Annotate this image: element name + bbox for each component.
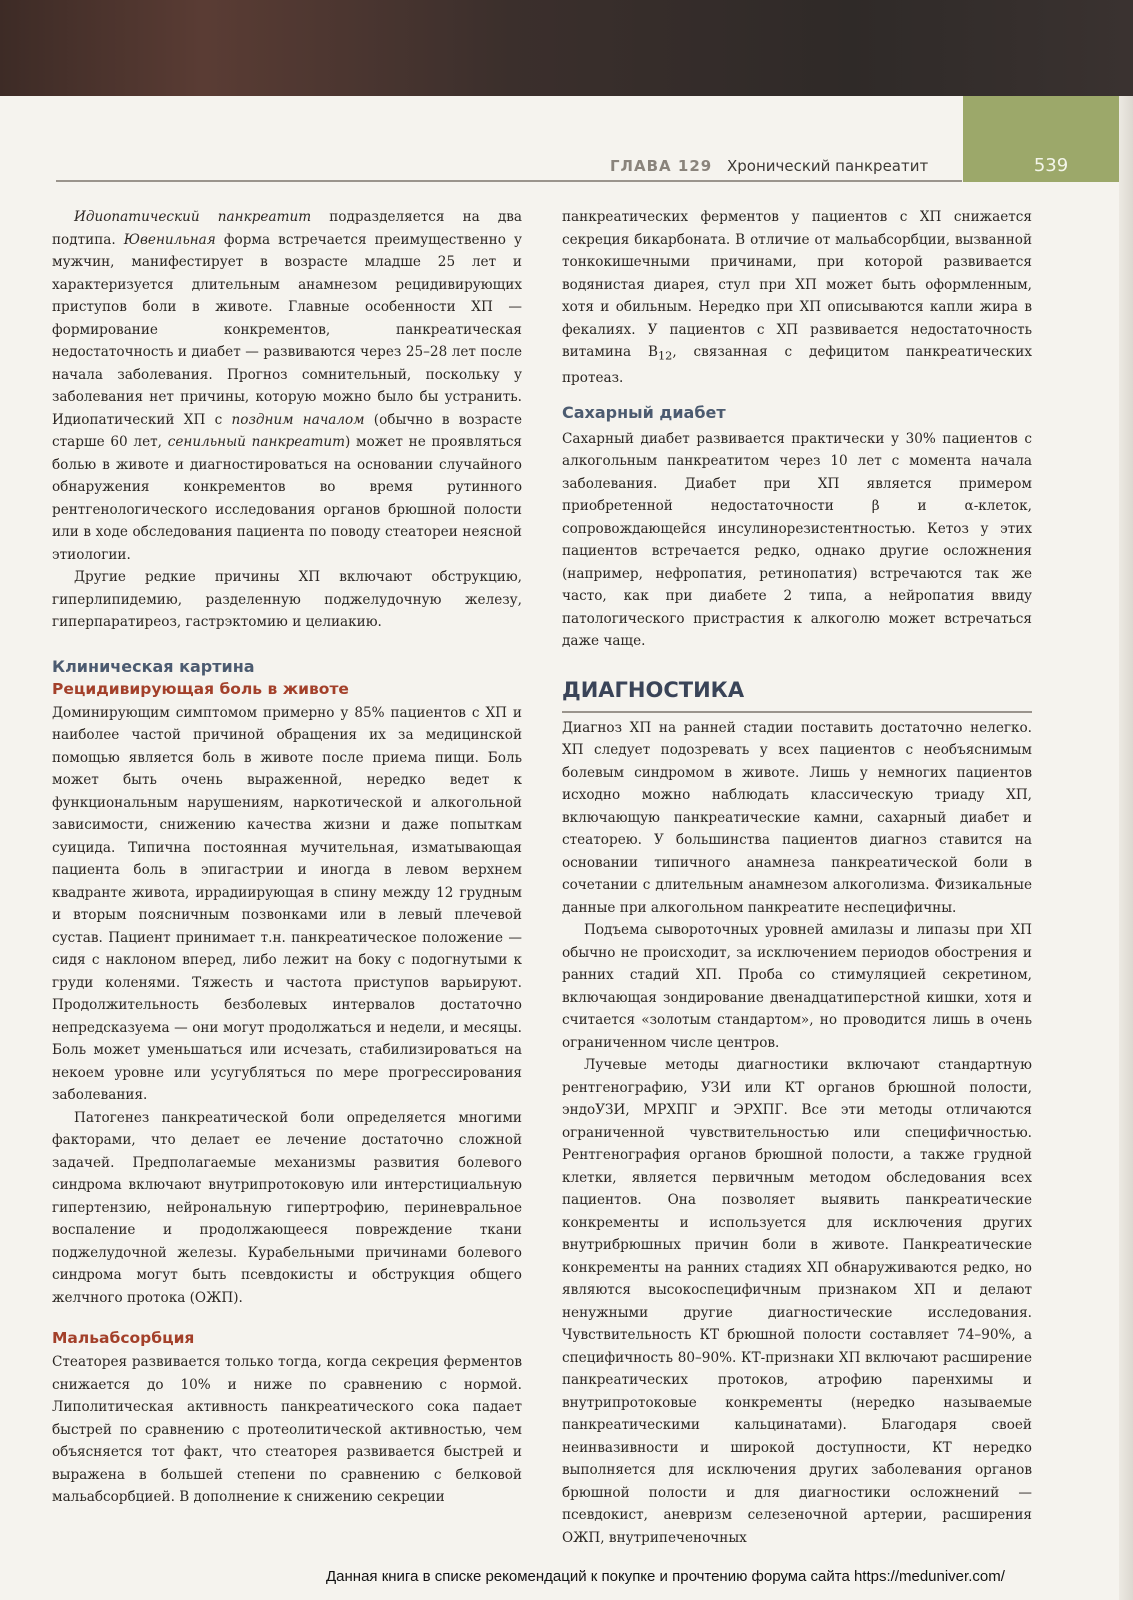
footer-notice: Данная книга в списке рекомендаций к покупке и прочтению форума сайта https://meduniver.com/ xyxy=(326,1568,1005,1585)
paragraph-idiopathic: Идиопатический панкреатит подразделяется на два подтипа. Ювенильная форма встречается преимущественно у мужчин, манифестирует в возрасте младше 25 лет и характеризуется длительным анамнезом рецидивирующих приступов боли в животе. Главные особенности ХП — формирование конкрементов, панкреатическая недостаточность и диабет — развиваются через 25–28 лет после начала заболевания. Прогноз сомнительный, поскольку у заболевания нет причины, которую можно было бы устранить. Идиопатический ХП с поздним началом (обычно в возрасте старше 60 лет, сенильный панкреатит) может не проявляться болью в животе и диагностироваться на основании случайного обнаружения конкрементов во время рутинного рентгенологического исследования органов брюшной полости или в ходе обследования пациента по поводу стеатореи неясной этиологии. xyxy=(52,209,523,563)
chapter-label: ГЛАВА 129 xyxy=(610,157,713,175)
header-rule xyxy=(56,180,962,182)
paragraph-bicarbonate: панкреатических ферментов у пациентов с ХП снижается секреция бикарбоната. В отличие от мальабсорбции, вызванной тонкокишечными причинами, при которой развивается водянистая диарея, стул при ХП может быть оформленным, хотя и обильным. Нередко при ХП описываются капли жира в фекалиях. У пациентов с ХП развивается недостаточность витамина $B_{12}$, связанная с дефицитом панкреатических протеаз. xyxy=(562,209,1032,387)
scan-right-edge xyxy=(1119,96,1133,1600)
paragraph-diabetes: Сахарный диабет развивается практически у 30% пациентов с алкогольным панкреатитом через 10 лет с момента начала заболевания. Диабет при ХП является примером приобретенной недостаточности β и α-клеток, сопровождающейся инсулинорезистентностью. Кетоз у этих пациентов встречается редко, однако другие осложнения (например, нефропатия, ретинопатия) встречаются так же часто, как при диабете 2 типа, а нейропатия ввиду патологического пристрастия к алкоголю может встречаться даже чаще. xyxy=(562,430,1032,650)
paragraph-imaging: Лучевые методы диагностики включают стандартную рентгенографию, УЗИ или КТ органов брюшной полости, эндоУЗИ, МРХПГ и ЭРХПГ. Все эти методы отличаются ограниченной чувствительностью или специфичностью. Рентгенография органов брюшной полости, а также грудной клетки, является первичным методом обследования всех пациентов. Она позволяет выявить панкреатические конкременты и используется для исключения других внутрибрюшных причин боли в животе. Панкреатические конкременты на ранних стадиях ХП обнаруживаются редко, но являются высокоспецифичным признаком ХП и делают ненужными другие диагностические исследования. Чувствительность КТ брюшной полости составляет 74–90%, а специфичность 80–90%. КТ-признаки ХП включают расширение панкреатических протоков, атрофию паренхимы и внутрипротоковые конкременты (нередко называемые панкреатическими кальцинатами). Благодаря своей неинвазивности и широкой доступности, КТ нередко выполняется для исключения других заболевания органов брюшной полости и для диагностики осложнений — псевдокист, аневризм селезеночной артерии, расширения ОЖП, внутрипеченочных xyxy=(562,1057,1032,1546)
paragraph-pain: Доминирующим симптомом примерно у 85% пациентов с ХП и наиболее частой причиной обращения их за медицинской помощью является боль в животе после приема пищи. Боль может быть очень выраженной, нередко ведет к функциональным нарушениям, наркотической и алкогольной зависимости, снижению качества жизни и даже попыткам суицида. Типична постоянная мучительная, изматывающая пациента боль в эпигастрии и иногда в левом верхнем квадранте живота, иррадиирующая в спину между 12 грудным и вторым поясничным позвонками или в левый плечевой сустав. Пациент принимает т.н. панкреатическое положение — сидя с наклоном вперед, либо лежит на боку с подогнутыми к груди коленями. Тяжесть и частота приступов варьируют. Продолжительность безболевых интервалов достаточно непредсказуема — они могут продолжаться и недели, и месяцы. Боль может уменьшаться или исчезать, стабилизироваться на некоем уровне или усугубляться по мере прогрессирования заболевания. xyxy=(52,704,522,1103)
heading-diagnostics: ДИАГНОСТИКА xyxy=(562,675,1032,713)
term-idiopathic: Идиопатический панкреатит xyxy=(74,209,312,225)
paragraph-steatorrhea: Стеаторея развивается только тогда, когда секреция ферментов снижается до 10% и ниже по сравнению с нормой. Липолитическая активность панкреатического сока падает быстрей по сравнению с протеолитической активностью, чем объясняется тот факт, что стеаторея развивается быстрей и выражена в большей степени по сравнению с белковой мальабсорбцией. В дополнение к снижению секреции xyxy=(52,1354,522,1505)
vitamin-subscript: 12 xyxy=(657,348,673,363)
heading-recurrent-pain: Рецидивирующая боль в животе xyxy=(52,679,349,698)
paragraph-diagnosis: Диагноз ХП на ранней стадии поставить достаточно нелегко. ХП следует подозревать у всех пациентов с необъяснимым болевым синдромом в животе. Лишь у немногих пациентов исходно можно наблюдать классическую триаду ХП, включающую панкреатические камни, сахарный диабет и стеаторею. У большинства пациентов диагноз ставится на основании типичного анамнеза панкреатической боли в сочетании с длительным анамнезом алкоголизма. Физикальные данные при алкогольном панкреатите неспецифичны. xyxy=(562,719,1032,916)
page-number: 539 xyxy=(1033,155,1069,176)
paragraph-amylase: Подъема сывороточных уровней амилазы и липазы при ХП обычно не происходит, за исключением периодов обострения и ранних стадий ХП. Проба со стимуляцией секретином, включающая зондирование двенадцатиперстной кишки, хотя и считается «золотым стандартом», но проводится лишь в очень ограниченном числе центров. xyxy=(562,922,1032,1051)
page-number-box xyxy=(963,96,1119,182)
heading-clinical-picture: Клиническая картина xyxy=(52,656,255,676)
heading-diabetes: Сахарный диабет xyxy=(562,402,726,422)
heading-malabsorption: Мальабсорбция xyxy=(52,1329,195,1347)
paragraph-pathogenesis: Патогенез панкреатической боли определяется многими факторами, что делает ее лечение достаточно сложной задачей. Предполагаемые механизмы развития болевого синдрома включают внутрипротоковую или интерстициальную гипертензию, нейрональную гипертрофию, периневральное воспаление и продолжающееся повреждение ткани поджелудочной железы. Курабельными причинами болевого синдрома могут быть псевдокисты и обструкция общего желчного протока (ОЖП). xyxy=(52,1109,522,1306)
chapter-title: Хронический панкреатит xyxy=(726,157,929,175)
running-header xyxy=(610,157,928,175)
term-senile: сенильный панкреатит xyxy=(167,434,345,450)
right-column xyxy=(562,206,1032,1549)
scan-top-shadow xyxy=(0,0,1133,96)
term-juvenile: Ювенильная xyxy=(123,231,216,248)
paragraph-rare-causes: Другие редкие причины ХП включают обструкцию, гиперлипидемию, разделенную поджелудочную железу, гиперпаратиреоз, гастрэктомию и целиакию. xyxy=(52,569,522,630)
term-late-onset: поздним началом xyxy=(231,411,365,428)
left-column xyxy=(52,206,522,1509)
